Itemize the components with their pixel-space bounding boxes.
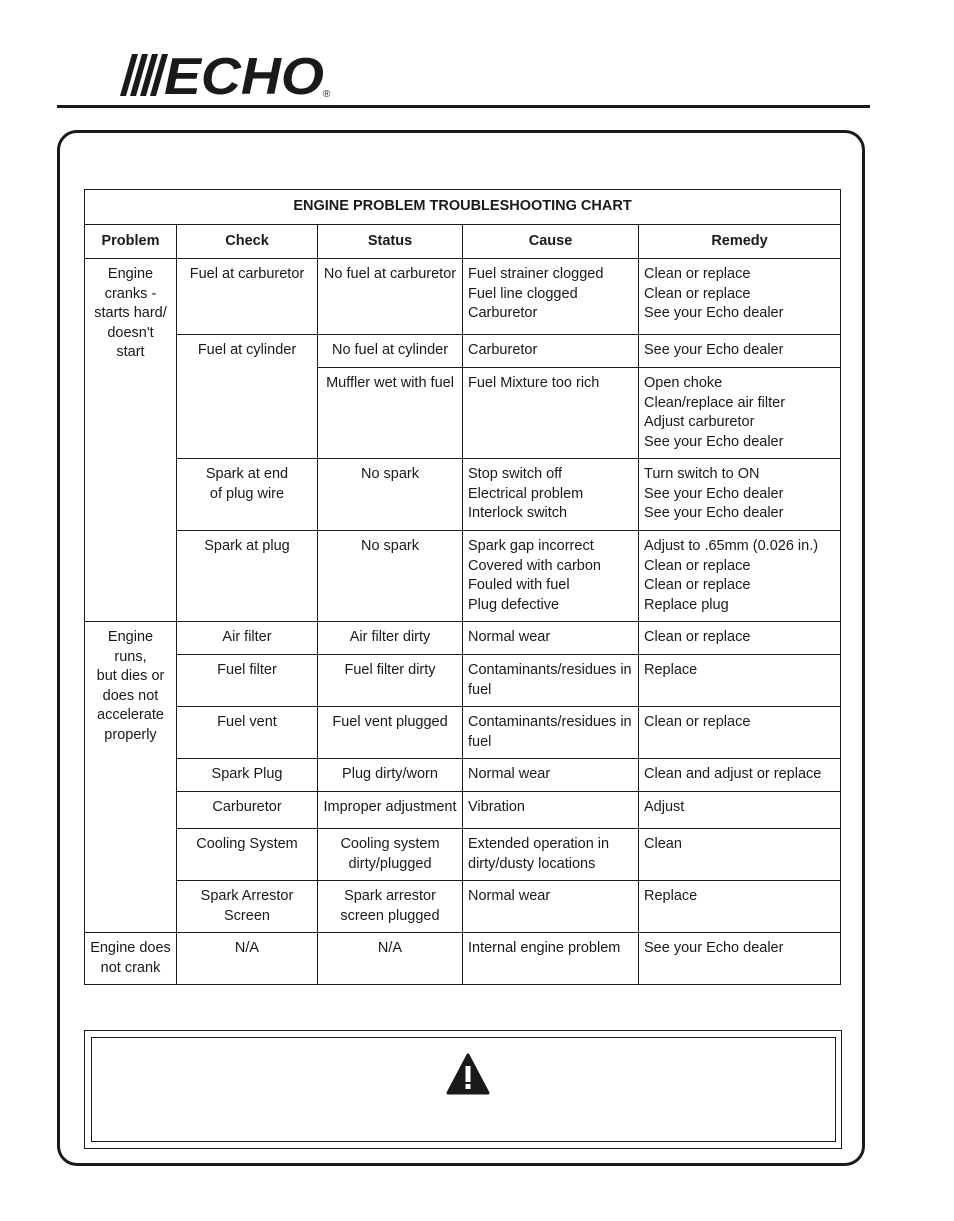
cell-line: fuel: [468, 681, 492, 698]
cell-line: No spark: [360, 538, 420, 554]
table-row: [85, 655, 841, 707]
status-cell: [318, 933, 463, 985]
problem-cell: [85, 259, 177, 622]
cell-line: Spark Plug: [211, 766, 283, 782]
status-cell: [318, 759, 463, 792]
table-row: [85, 881, 841, 933]
table-body: [85, 259, 841, 985]
cell-line: Fouled with fuel: [468, 577, 570, 593]
table-title: ENGINE PROBLEM TROUBLESHOOTING CHART: [85, 190, 841, 225]
table-row: [85, 335, 841, 368]
troubleshooting-table: [84, 189, 841, 985]
cell-line: but dies or: [96, 668, 165, 684]
cell-line: Replace: [644, 662, 698, 678]
cell-line: See your Echo dealer: [644, 485, 784, 502]
status-cell: [318, 881, 463, 933]
cell-line: N/A: [234, 940, 260, 956]
remedy-cell: [639, 933, 841, 985]
check-cell: [177, 759, 318, 792]
remedy-cell: [639, 368, 841, 459]
table-row: [85, 933, 841, 985]
cell-line: See your Echo dealer: [644, 505, 784, 521]
remedy-cell: [639, 707, 841, 759]
remedy-cell: [639, 759, 841, 792]
cell-line: Clean or replace: [644, 714, 751, 730]
cell-line: Fuel Mixture too rich: [468, 375, 600, 391]
remedy-cell: [639, 259, 841, 335]
remedy-cell: [639, 655, 841, 707]
problem-cell: [85, 933, 177, 985]
cell-line: Covered with carbon: [468, 557, 601, 574]
cell-line: cranks -: [104, 285, 157, 302]
column-header-check: Check: [177, 224, 318, 259]
cause-cell: [463, 459, 639, 531]
cell-line: properly: [104, 726, 157, 743]
cell-line: start: [116, 344, 145, 360]
cause-cell: [463, 335, 639, 368]
cell-line: Clean or replace: [644, 577, 751, 593]
cell-line: fuel: [468, 733, 492, 750]
check-cell: [177, 531, 318, 622]
cell-line: Electrical problem: [468, 485, 584, 502]
cell-line: accelerate: [97, 707, 164, 723]
cell-line: See your Echo dealer: [644, 940, 784, 956]
cell-line: Clean or replace: [644, 557, 751, 574]
echo-logo: [118, 50, 338, 100]
check-cell: [177, 335, 318, 459]
cause-cell: [463, 759, 639, 792]
logo-wordmark: ECHO: [164, 50, 324, 100]
cell-line: Normal wear: [468, 766, 551, 782]
check-cell: [177, 259, 318, 335]
cell-line: doesn't: [107, 324, 154, 341]
cell-line: Fuel vent: [217, 714, 277, 730]
cause-cell: [463, 655, 639, 707]
cell-line: Fuel filter dirty: [344, 662, 436, 678]
cell-line: Stop switch off: [468, 466, 563, 482]
cell-line: Open choke: [644, 375, 723, 391]
status-cell: [318, 655, 463, 707]
status-cell: [318, 622, 463, 655]
cell-line: Replace: [644, 888, 698, 904]
cell-line: Clean or replace: [644, 266, 751, 282]
cell-line: Carburetor: [468, 305, 538, 321]
cell-line: No fuel at carburetor: [323, 266, 457, 282]
cell-line: No fuel at cylinder: [331, 342, 449, 358]
cause-cell: [463, 933, 639, 985]
problem-cell: [85, 622, 177, 933]
column-header-remedy: Remedy: [639, 224, 841, 259]
remedy-cell: [639, 531, 841, 622]
remedy-cell: [639, 881, 841, 933]
cell-line: not crank: [100, 959, 161, 976]
cell-line: Interlock switch: [468, 505, 568, 521]
cell-line: does not: [102, 687, 159, 704]
warning-triangle-icon: [446, 1053, 490, 1095]
cell-line: Adjust: [644, 799, 685, 815]
status-cell: [318, 259, 463, 335]
cell-line: Normal wear: [468, 629, 551, 645]
cell-line: dirty/dusty locations: [468, 855, 596, 872]
cell-line: Contaminants/residues in: [468, 714, 632, 730]
cell-line: Internal engine problem: [468, 940, 621, 956]
table-row: [85, 792, 841, 829]
cause-cell: [463, 707, 639, 759]
cell-line: Air filter dirty: [349, 629, 431, 645]
cell-line: starts hard/: [94, 305, 167, 321]
remedy-cell: [639, 622, 841, 655]
cell-line: N/A: [377, 940, 403, 956]
header-rule: [57, 105, 870, 108]
cell-line: screen plugged: [340, 907, 440, 924]
status-cell: [318, 335, 463, 368]
column-header-status: Status: [318, 224, 463, 259]
cell-line: Improper adjustment: [323, 799, 457, 815]
status-cell: [318, 459, 463, 531]
cell-line: Carburetor: [212, 799, 282, 815]
cell-line: Spark arrestor: [344, 888, 436, 904]
table-row: [85, 759, 841, 792]
cell-line: dirty/plugged: [348, 855, 432, 872]
cell-line: Normal wear: [468, 888, 551, 904]
table-row: [85, 531, 841, 622]
check-cell: [177, 881, 318, 933]
table-row: [85, 259, 841, 335]
cell-line: of plug wire: [209, 485, 285, 502]
cell-line: Clean/replace air filter: [644, 394, 786, 411]
cause-cell: [463, 881, 639, 933]
cell-line: Fuel line clogged: [468, 285, 578, 302]
cell-line: Spark at plug: [204, 538, 290, 554]
cell-line: Fuel filter: [217, 662, 277, 678]
column-header-problem: Problem: [85, 224, 177, 259]
check-cell: [177, 622, 318, 655]
remedy-cell: [639, 459, 841, 531]
cell-line: Air filter: [222, 629, 272, 645]
remedy-cell: [639, 335, 841, 368]
cause-cell: [463, 368, 639, 459]
cause-cell: [463, 531, 639, 622]
cell-line: Clean or replace: [644, 285, 751, 302]
cell-line: Clean and adjust or replace: [644, 766, 822, 782]
cell-line: Extended operation in: [468, 836, 610, 852]
cell-line: Fuel at cylinder: [197, 342, 297, 358]
registered-mark: ®: [323, 89, 331, 100]
cause-cell: [463, 622, 639, 655]
cell-line: Vibration: [468, 799, 525, 815]
cell-line: Clean or replace: [644, 629, 751, 645]
cause-cell: [463, 829, 639, 881]
cell-line: Screen: [224, 907, 270, 924]
status-cell: [318, 829, 463, 881]
cause-cell: [463, 792, 639, 829]
cell-line: Spark gap incorrect: [468, 538, 594, 554]
check-cell: [177, 829, 318, 881]
cell-line: Plug dirty/worn: [342, 766, 438, 782]
cell-line: Adjust to .65mm (0.026 in.): [644, 538, 819, 554]
cell-line: Engine: [107, 266, 154, 282]
column-header-cause: Cause: [463, 224, 639, 259]
cell-line: Engine does: [90, 940, 171, 956]
status-cell: [318, 368, 463, 459]
cell-line: Engine runs,: [107, 629, 154, 665]
cell-line: Plug defective: [468, 596, 560, 613]
status-cell: [318, 531, 463, 622]
cell-line: See your Echo dealer: [644, 305, 784, 321]
table-row: [85, 622, 841, 655]
table-row: [85, 459, 841, 531]
cell-line: Replace plug: [644, 596, 729, 613]
cell-line: Carburetor: [468, 342, 538, 358]
cell-line: Adjust carburetor: [644, 414, 755, 430]
cell-line: No spark: [360, 466, 420, 482]
cell-line: Cooling System: [196, 836, 298, 852]
cell-line: Fuel vent plugged: [332, 714, 448, 730]
cell-line: See your Echo dealer: [644, 342, 784, 358]
check-cell: [177, 459, 318, 531]
remedy-cell: [639, 792, 841, 829]
cell-line: Clean: [644, 836, 682, 852]
cell-line: Contaminants/residues in: [468, 662, 632, 678]
cell-line: Spark at end: [205, 466, 289, 482]
cell-line: Turn switch to ON: [644, 466, 760, 482]
table-row: [85, 707, 841, 759]
check-cell: [177, 933, 318, 985]
echo-logo-graphic: [118, 50, 338, 100]
cause-cell: [463, 259, 639, 335]
status-cell: [318, 792, 463, 829]
cell-line: Fuel at carburetor: [189, 266, 305, 282]
cell-line: See your Echo dealer: [644, 433, 784, 450]
check-cell: [177, 655, 318, 707]
status-cell: [318, 707, 463, 759]
cell-line: Spark Arrestor: [200, 888, 294, 904]
cell-line: Cooling system: [340, 836, 440, 852]
cell-line: Fuel strainer clogged: [468, 266, 604, 282]
check-cell: [177, 792, 318, 829]
check-cell: [177, 707, 318, 759]
table-header-row: [85, 224, 841, 259]
remedy-cell: [639, 829, 841, 881]
table-row: [85, 829, 841, 881]
cell-line: Muffler wet with fuel: [326, 375, 454, 391]
